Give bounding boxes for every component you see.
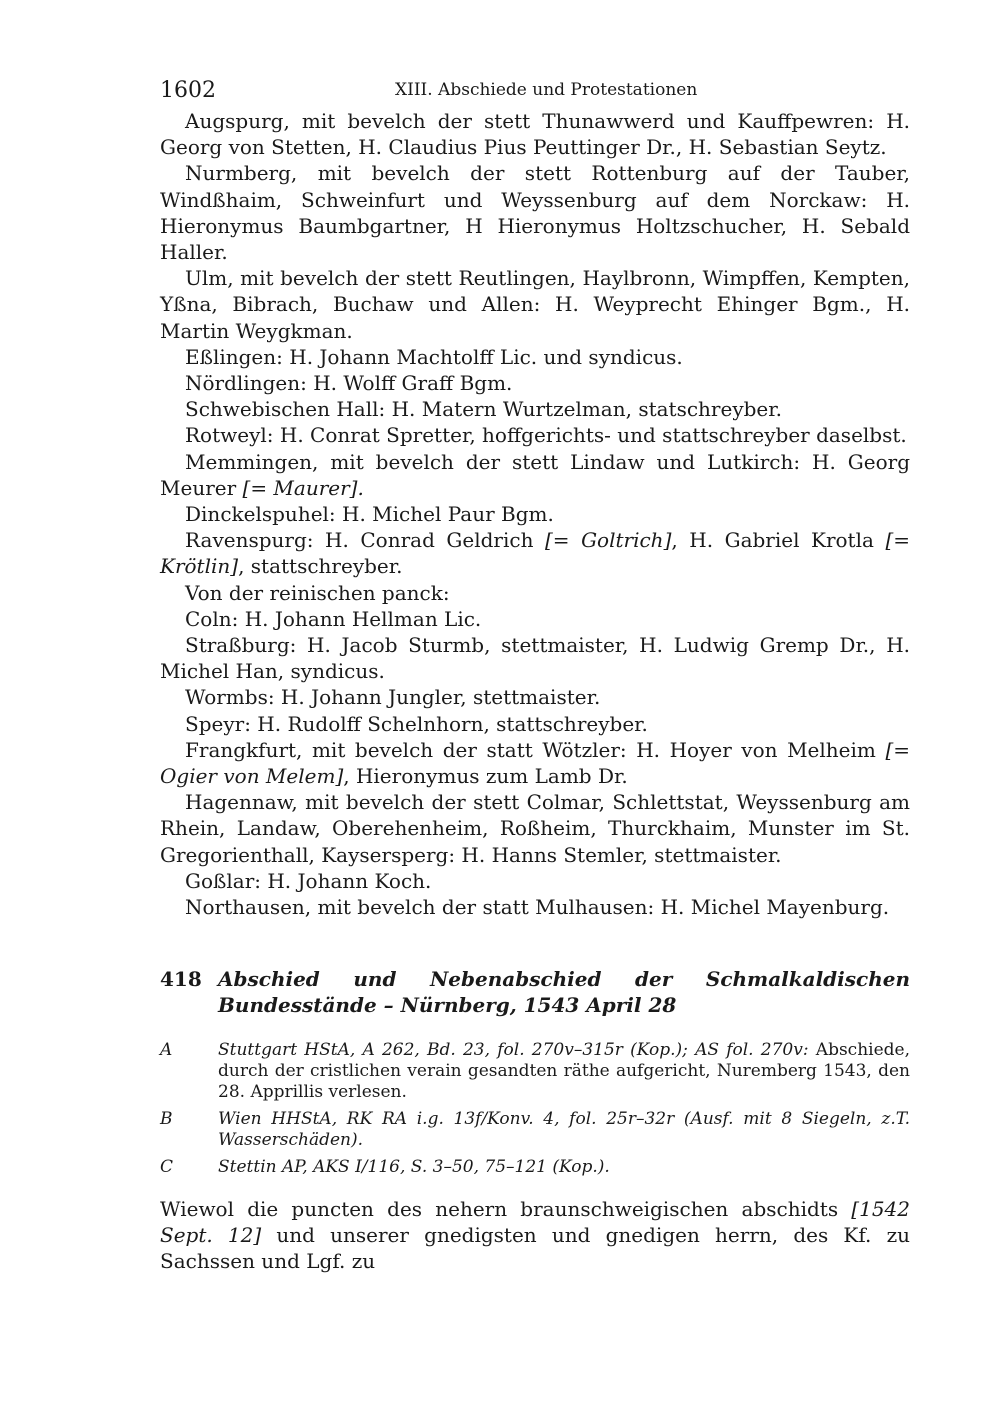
source-entry bbox=[160, 1157, 910, 1178]
entry-text: Nurmberg, mit bevelch der stett Rottenburg auf der Tauber, Windßhaim, Schweinfurt und Weyssenburg auf dem Norckaw: H. Hieronymus Baumbgartner, H Hieronymus Holtzschucher, H. Sebald Haller. bbox=[160, 161, 910, 265]
page-number: 1602 bbox=[160, 78, 216, 103]
delegate-entry bbox=[160, 737, 910, 789]
entry-text: , H. Gabriel Krotla bbox=[671, 528, 886, 553]
intro-paragraph bbox=[160, 1196, 910, 1274]
delegate-entry bbox=[160, 606, 910, 632]
entry-text: Northausen, mit bevelch der statt Mulhausen: H. Michel Mayenburg. bbox=[185, 895, 890, 920]
entry-text: Memmingen, mit bevelch der stett Lindaw und Lutkirch: H. Georg Meurer bbox=[160, 449, 910, 500]
entry-text: Ulm, mit bevelch der stett Reutlingen, Haylbronn, Wimpffen, Kempten, Yßna, Bibrach, Buchaw und Allen: H. Weyprecht Ehinger Bgm., H. Martin Weygkman. bbox=[160, 266, 910, 343]
delegate-entry bbox=[160, 370, 910, 396]
source-text bbox=[218, 1157, 910, 1178]
delegate-entry bbox=[160, 894, 910, 920]
delegate-entry bbox=[160, 422, 910, 448]
source-entry bbox=[160, 1109, 910, 1151]
entry-text: Straßburg: H. Jacob Sturmb, stettmaister, H. Ludwig Gremp Dr., H. Michel Han, syndicus. bbox=[160, 633, 910, 684]
delegate-entry bbox=[160, 501, 910, 527]
entry-text: Augspurg, mit bevelch der stett Thunawwerd und Kauffpewren: H. Georg von Stetten, H. Claudius Pius Peuttinger Dr., H. Sebastian Seytz. bbox=[160, 109, 910, 160]
entry-text: Speyr: H. Rudolff Schelnhorn, stattschreyber. bbox=[185, 711, 648, 736]
running-title: XIII. Abschiede und Protestationen bbox=[395, 80, 698, 100]
document-title: Abschied und Nebenabschied der Schmalkaldischen Bundesstände – Nürnberg, 1543 April 28 bbox=[218, 967, 910, 1018]
document-heading bbox=[160, 966, 910, 1018]
document-number: 418 bbox=[160, 967, 202, 992]
entry-text: Hagennaw, mit bevelch der stett Colmar, Schlettstat, Weyssenburg am Rhein, Landaw, Oberehenheim, Roßheim, Thurckhaim, Munster im St. Gregorienthall, Kaysersperg: H. Hanns Stemler, stettmaister. bbox=[160, 790, 910, 867]
delegate-entry bbox=[160, 789, 910, 868]
delegate-entry bbox=[160, 527, 910, 579]
delegate-entry bbox=[160, 711, 910, 737]
entry-text: Eßlingen: H. Johann Machtolff Lic. und syndicus. bbox=[185, 344, 683, 369]
entry-text: Schwebischen Hall: H. Matern Wurtzelman, statschreyber. bbox=[185, 397, 782, 422]
entry-text: Dinckelspuhel: H. Michel Paur Bgm. bbox=[185, 502, 554, 527]
source-entry bbox=[160, 1040, 910, 1103]
delegate-entry bbox=[160, 265, 910, 344]
entry-text: Frangkfurt, mit bevelch der statt Wötzler: H. Hoyer von Melheim bbox=[185, 737, 886, 762]
source-text-run: Stuttgart HStA, A 262, Bd. 23, fol. 270v–315r (Kop.); AS fol. 270v: bbox=[218, 1040, 816, 1061]
delegate-entry bbox=[160, 344, 910, 370]
entry-text: Nördlingen: H. Wolff Graff Bgm. bbox=[185, 371, 513, 396]
delegate-entry bbox=[160, 632, 910, 684]
entry-text: , Hieronymus zum Lamb Dr. bbox=[343, 764, 628, 789]
delegate-entry bbox=[160, 684, 910, 710]
source-text bbox=[218, 1040, 910, 1103]
delegate-entry bbox=[160, 580, 910, 606]
entry-text: [= Krötlin] bbox=[160, 528, 910, 579]
intro-text: [1542 Sept. 12] bbox=[160, 1197, 910, 1248]
entry-text: Rotweyl: H. Conrat Spretter, hoffgerichts- und stattschreyber daselbst. bbox=[185, 423, 907, 448]
page bbox=[160, 78, 910, 1294]
source-list bbox=[160, 1040, 910, 1178]
delegate-entry bbox=[160, 449, 910, 501]
delegate-list bbox=[160, 108, 910, 920]
delegate-entry bbox=[160, 108, 910, 160]
entry-text: , stattschreyber. bbox=[238, 554, 403, 579]
entry-text: Coln: H. Johann Hellman Lic. bbox=[185, 606, 482, 631]
source-text-run: Abschiede, durch der cristlichen verain gesandten räthe aufgericht, Nuremberg 1543, den 28. Apprillis verlesen. bbox=[218, 1040, 910, 1103]
source-text bbox=[218, 1109, 910, 1151]
source-siglum: B bbox=[160, 1109, 173, 1130]
delegate-entry bbox=[160, 160, 910, 265]
entry-text: Goßlar: H. Johann Koch. bbox=[185, 868, 432, 893]
intro-text: Wiewol die puncten des nehern braunschweigischen abschidts bbox=[160, 1197, 852, 1222]
entry-text: Wormbs: H. Johann Jungler, stettmaister. bbox=[185, 685, 601, 710]
entry-text: [= Goltrich] bbox=[544, 528, 672, 553]
delegate-entry bbox=[160, 868, 910, 894]
entry-text: [= Ogier von Melem] bbox=[160, 737, 910, 789]
intro-text: und unserer gnedigsten und gnedigen herrn, des Kf. zu Sachssen und Lgf. zu bbox=[160, 1223, 911, 1274]
running-head bbox=[160, 78, 910, 108]
delegate-entry bbox=[160, 396, 910, 422]
source-text-run: Wien HHStA, RK RA i.g. 13f/Konv. 4, fol. 25r–32r (Ausf. mit 8 Siegeln, z.T. Wasserschäden). bbox=[218, 1109, 910, 1151]
source-siglum: C bbox=[160, 1157, 174, 1178]
entry-text: [= Maurer]. bbox=[242, 475, 364, 500]
entry-text: Ravenspurg: H. Conrad Geldrich bbox=[185, 528, 545, 553]
source-siglum: A bbox=[160, 1040, 173, 1061]
entry-text: Von der reinischen panck: bbox=[185, 580, 450, 605]
source-text-run: Stettin AP, AKS I/116, S. 3–50, 75–121 (Kop.). bbox=[218, 1157, 610, 1178]
